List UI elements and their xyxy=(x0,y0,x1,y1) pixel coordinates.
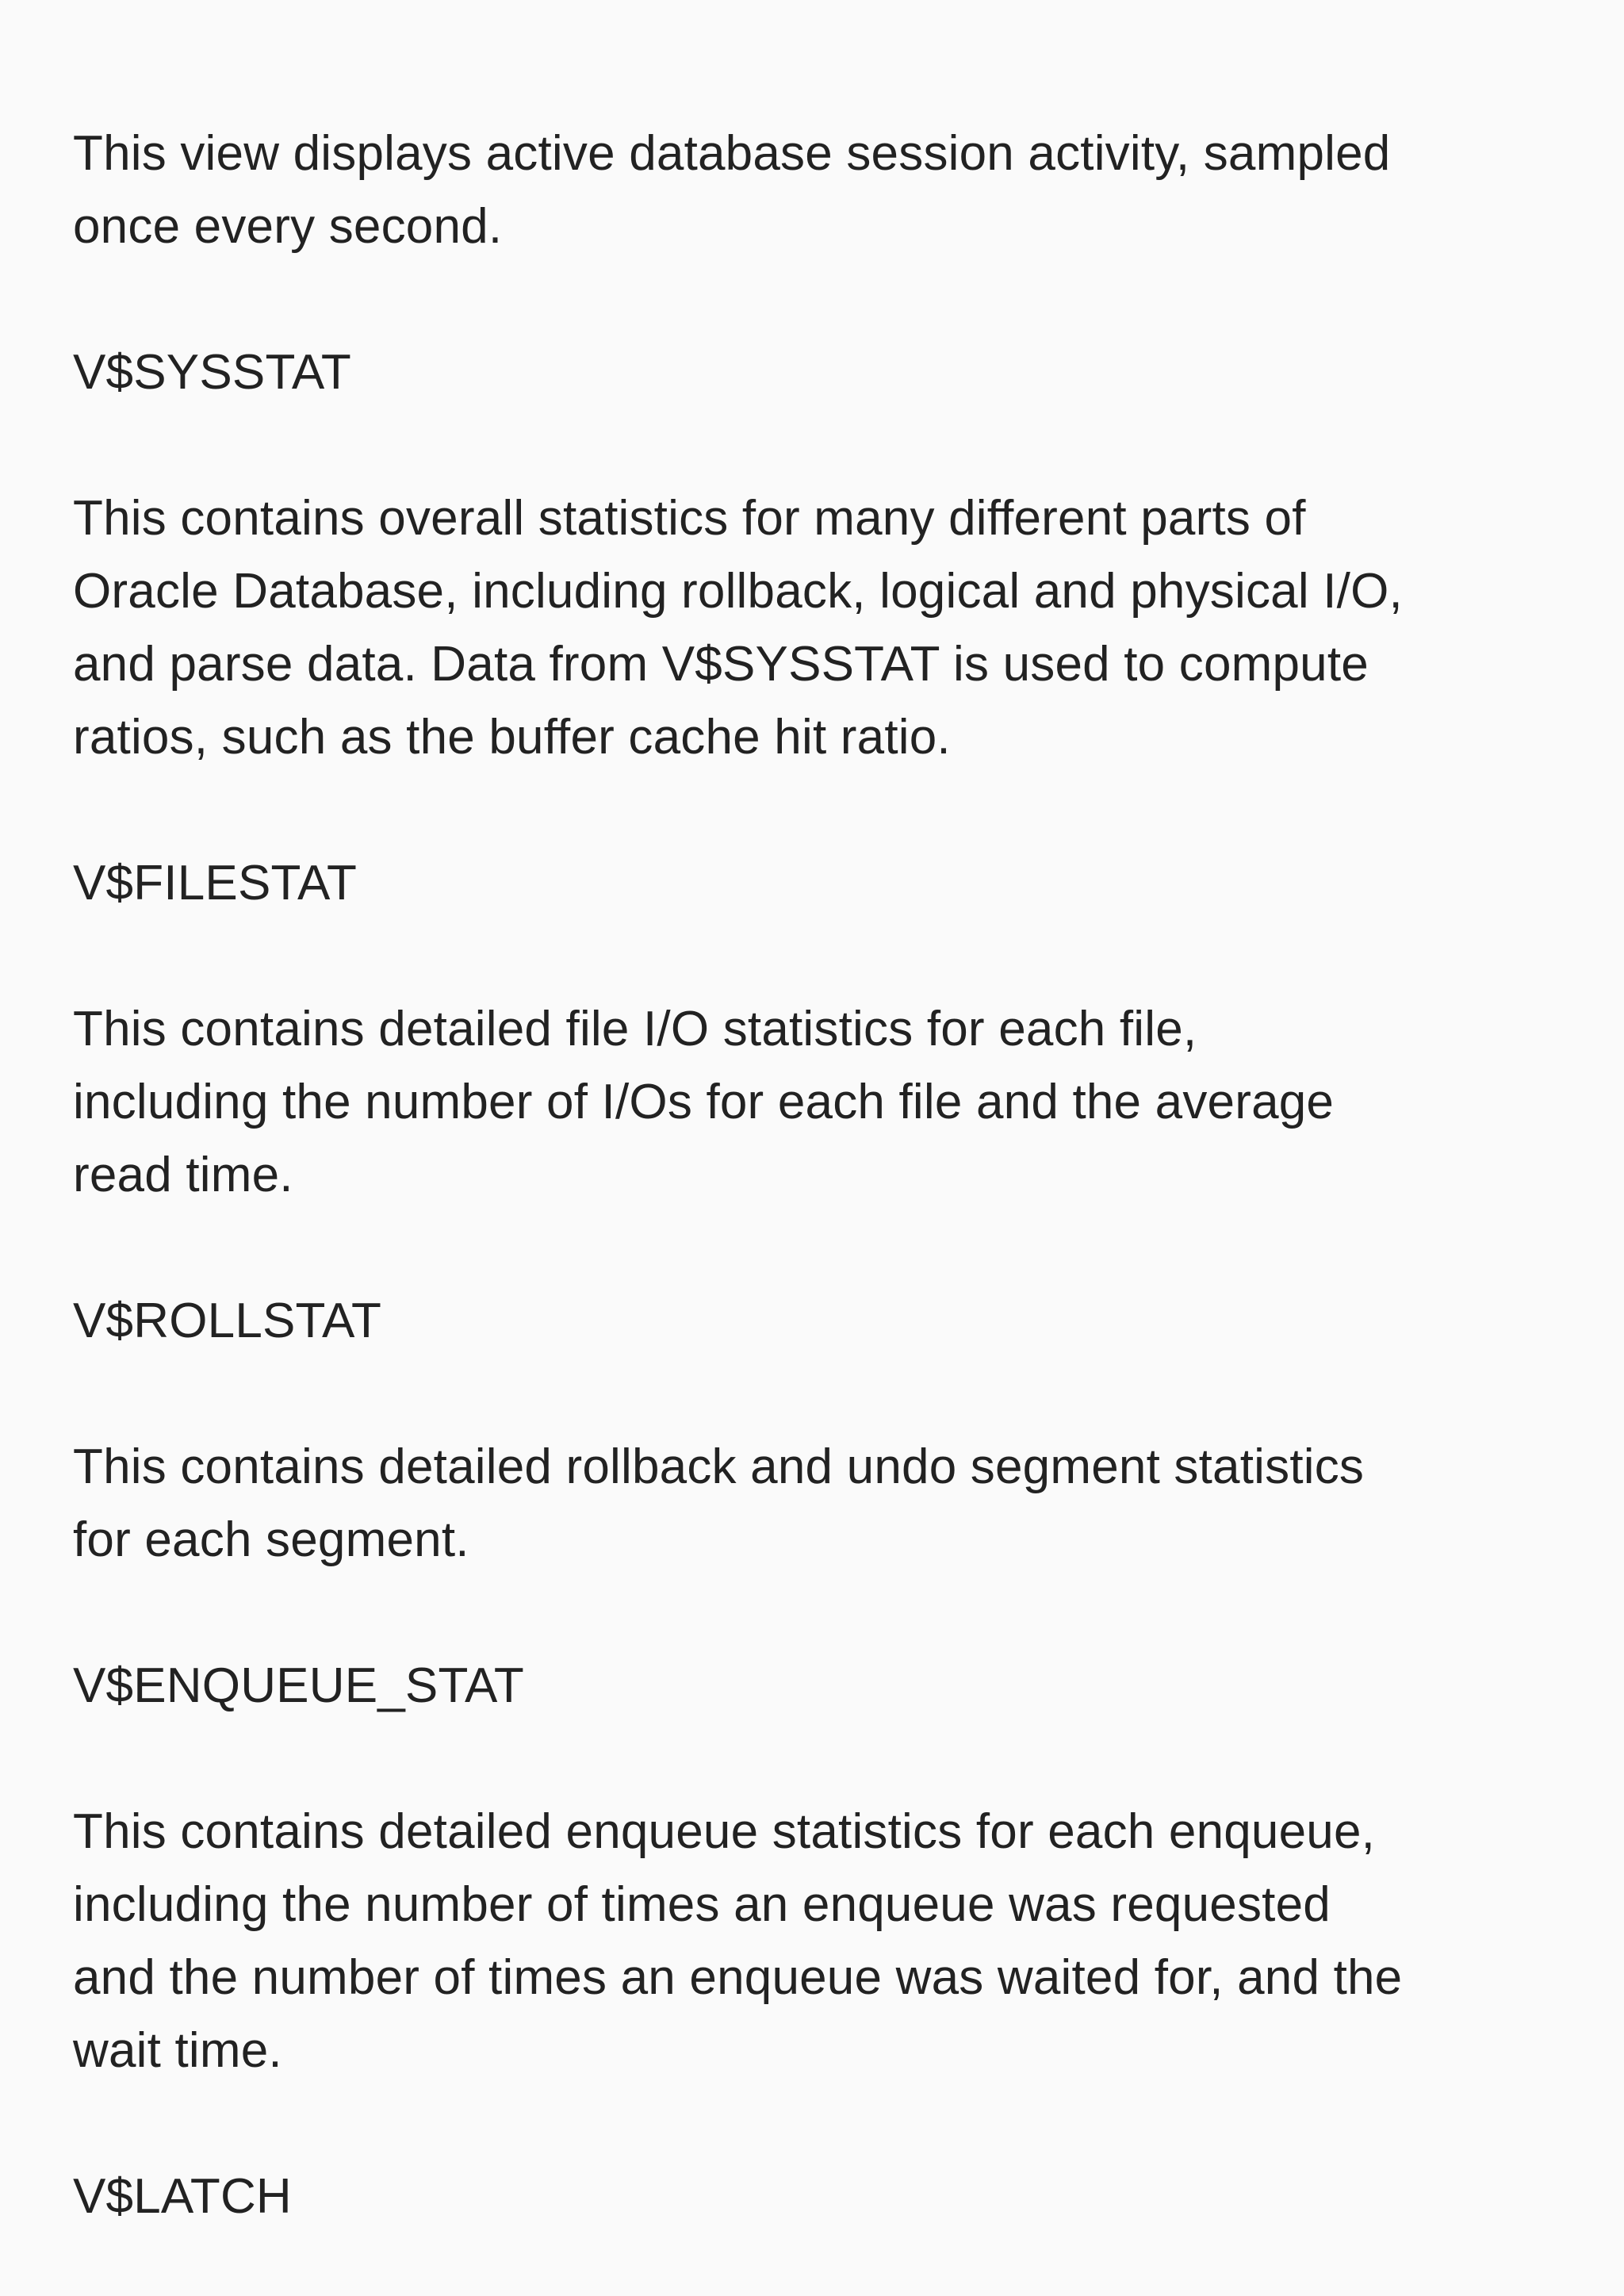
text-line: This contains detailed rollback and undo segment statistics xyxy=(73,1439,1365,1494)
text-line: including the number of I/Os for each file and the average xyxy=(73,1075,1335,1129)
heading-text: V$ENQUEUE_STAT xyxy=(73,1658,524,1713)
heading-text: V$SYSSTAT xyxy=(73,345,351,400)
text-line: and the number of times an enqueue was waited for, and the xyxy=(73,1950,1403,2005)
section-body-v-filestat xyxy=(73,993,1564,1212)
text-line: This view displays active database session activity, sampled xyxy=(73,126,1391,181)
text-line: ratios, such as the buffer cache hit ratio. xyxy=(73,710,951,765)
text-line: This contains detailed file I/O statistics for each file, xyxy=(73,1002,1197,1056)
text-line: wait time. xyxy=(73,2023,282,2078)
text-line: and parse data. Data from V$SYSSTAT is used to compute xyxy=(73,637,1369,692)
text-line: read time. xyxy=(73,1148,293,1202)
heading-text: V$LATCH xyxy=(73,2169,292,2224)
section-body-v-enqueue-stat xyxy=(73,1796,1564,2087)
text-line: This contains detailed enqueue statistics for each enqueue, xyxy=(73,1804,1376,1859)
section-body-v-rollstat xyxy=(73,1431,1564,1577)
section-heading-v-latch xyxy=(73,2160,1564,2233)
section-heading-v-sysstat xyxy=(73,336,1564,409)
section-heading-v-filestat xyxy=(73,847,1564,920)
heading-text: V$ROLLSTAT xyxy=(73,1294,382,1348)
text-line: Oracle Database, including rollback, logical and physical I/O, xyxy=(73,564,1403,619)
text-line: This contains overall statistics for many different parts of xyxy=(73,491,1306,546)
text-line: including the number of times an enqueue was requested xyxy=(73,1877,1331,1932)
section-heading-v-enqueue-stat xyxy=(73,1650,1564,1723)
section-heading-v-rollstat xyxy=(73,1285,1564,1358)
heading-text: V$FILESTAT xyxy=(73,856,358,910)
section-body-v-sysstat xyxy=(73,482,1564,774)
text-line: once every second. xyxy=(73,199,503,254)
text-line: for each segment. xyxy=(73,1512,469,1567)
intro-paragraph xyxy=(73,117,1564,263)
